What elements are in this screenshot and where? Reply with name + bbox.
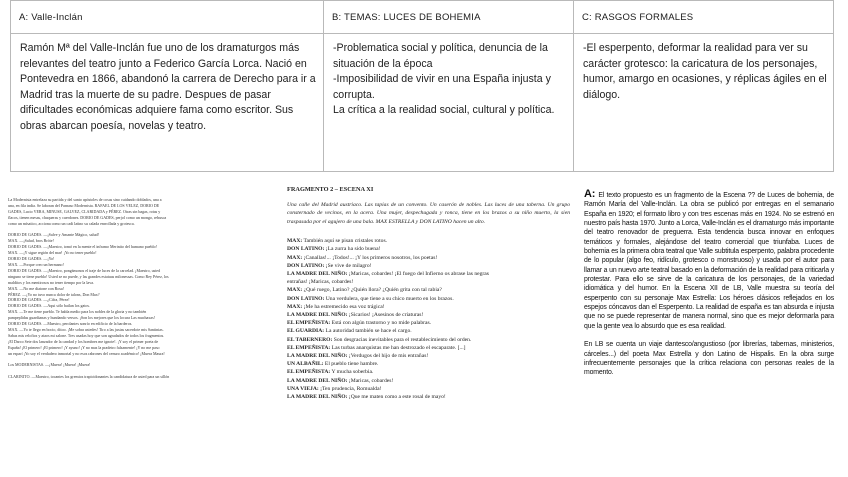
scan-line: MAX. —¡Y sigue región del mar! ¡Yo no tener pueblo! (8, 250, 97, 256)
speaker: EL EMPEÑISTA: (287, 344, 331, 351)
speech: ¡Maricas, cobardes! ¡El fuego del Infierno os abrase las negras (347, 271, 489, 278)
speaker: LA MADRE DEL NIÑO: (287, 312, 348, 319)
scan-line: DORIO DE GADES. —¡Yo! (8, 256, 55, 262)
scan-line: GADES, Lucio VERA, MINUSE, GALVEZ, CLARIDADA y PÉREZ. Otras sin bagas, rotas y (8, 208, 161, 214)
speaker: UNA VIEJA: (287, 385, 319, 392)
commentary-paragraph-2: En LB se cuenta un viaje dantesco/angustioso (por librerías, tabernas, ministerios, cárceles...) del poeta Max Estrella y don Latino de Hispalis. En la obra surge infrecuentemente personajes que la crítica relaciona con personas reales de la momento. (584, 341, 834, 377)
dialogue-line (287, 336, 570, 344)
dialogue-line (287, 237, 570, 245)
scan-line: MAX. —Te me tiene pueblo. Te habla medio para los nobles de la gloria y no también (8, 309, 147, 315)
speech: El pueblo tiene hambre. (323, 361, 379, 368)
speech: ¡Se vive de milagro! (324, 262, 372, 269)
speaker: LA MADRE DEL NIÑO: (287, 377, 348, 384)
speaker: DON LATINO: (287, 295, 325, 302)
speech: ¡Me ha estremecido esa voz trágica! (302, 303, 385, 310)
dialogue-line (287, 327, 570, 335)
scan-line: CLARINITO. —Maestro, tocantes los gremios trapicidonantes la candidatura de usted para un sillón (8, 374, 170, 380)
speech: ¡Verdugos del hijo de mis entrañas! (347, 353, 429, 360)
speech: Las turbas anarquistas me han destrozado el escaparate. [...] (330, 344, 466, 351)
speaker: MAX: (287, 254, 303, 261)
speech: La autoridad también se hace el cargo. (324, 328, 412, 335)
scan-line: MAX. —¡Salud, bros Bróte! (8, 238, 54, 244)
speaker: DON LATINO: (287, 262, 325, 269)
fragment-dialogue (287, 237, 570, 401)
formal-features: -El esperpento, deformar la realidad para ver su carácter grotesco: la caricatura de los personajes, humor, amargo en ocasiones, y réplicas ágiles en el diálogo. (583, 42, 827, 101)
summary-table (10, 0, 834, 172)
speaker: DON LATINO: (287, 246, 325, 253)
scan-line: pampeplidas guardianas y hundando versos. ¡Son los mejores que los locura Las muchaxas! (8, 315, 155, 321)
dialogue-line (287, 368, 570, 376)
dialogue-line (287, 286, 570, 294)
fragment-2 (287, 186, 570, 476)
speech: entrañas! ¡Maricas, cobardes! (287, 279, 354, 286)
scan-line: MAX. —No me diatone con Rosa! (8, 285, 64, 291)
author-bio: Ramón Mª del Valle-Inclán fue uno de los dramaturgos más relevantes del teatro junto a Federico García Lorca. Nació en Pontevedra en 1866, abandonó la carrera de Derecho para ir a Madrid tras la muerte de su padre. Despues de pasar dificultades económicas adquiere fama como escritor. Sus obras abarcan poesía, novelas y teatro. (20, 42, 316, 132)
scan-line: Los MODERNISTAS. —¡Muera! ¡Muera! ¡Muera! (8, 362, 91, 368)
dialogue-line (287, 311, 570, 319)
scan-line: DORIO DE GADES. —¡Salve y Amante Mágico, salud! (8, 232, 99, 238)
speaker: LA MADRE DEL NIÑO: (287, 394, 348, 401)
scan-line: MAX. —Yo te llego en bocio, ditoo. ¡Me sobra ustedes! Tiro a las justas sacerdote mis Santinias. (8, 326, 164, 332)
dialogue-line (287, 270, 570, 278)
speaker: EL EMPEÑISTA: (287, 320, 331, 327)
speaker: MAX: (287, 303, 303, 310)
commentary-text-1: El texto propuesto es un fragmento de la Escena ?? de Luces de bohemia, de Ramón María del Valle-Inclán. La obra se publicó por entregas en el semanario España en 1920; el formato libro y con tres escenas más en 1924. No se estrenó en nuestro país hasta 1970. Junto a Lorca, Valle-Inclán es el dramaturgo más importante del teatro renovador de preguerra. Esta tendencia busca innovar en enfoques temáticos y formales, alejándose del teatro comercial que triunfaba. Luces de bohemia es la primera obra teatral que Valle subtitula esperpento, palabra procedente de lo popular (algo feo, ridículo, grotesco o monstruoso) y usada por el autor para llamar a un nuevo arte teatral basado en la deformación de la realidad para criticarla y protestar. Para ello se sirve de la caricatura de los personajes, de la variedad idiomática y del humor. En la Escena XII de LB, Valle muestra su teoría del esperpento con su personaje Max Estrella: Los héroes clásicos reflejados en los espejos cóncavos dan el Esperpento. La realidad de españa es tan absurda e injusta que no se puede representar de manera normal, sino que es mejor deformarla para que la gente vea lo absurdo que es esa realidad. (584, 192, 834, 330)
cell-col-b (324, 34, 574, 171)
speech: Son desgracias inevitables para el restablecimiento del orden. (332, 336, 472, 343)
fragment-stage-direction: Una calle del Madrid austriaco. Las tapias de un convento. Un caserón de nobles. Las luces de una taberna. Un grupo consternado de vecinos, en la acera. Una mujer, despechugada y ronca, tiene en los brazos a su niño muerto, la sien traspasada por el agujero de una bala. MAX ESTRELLA y DON LATINO hacen un alto. (287, 202, 570, 225)
theme-3: La crítica a la realidad social, cultural y política. (333, 104, 555, 117)
scan-line: malditos y los mentirosos no tener tiempo por la lava. (8, 279, 94, 285)
speech: ¡La zurra ha sido buena! (324, 246, 381, 253)
dialogue-line (287, 377, 570, 385)
theme-1: -Problematica social y política, denuncia de la situación de la época (333, 42, 548, 70)
speech: ¡Canallas!... ¡Todos!... ¡Y los primeros nosotros, los poetas! (302, 254, 438, 261)
dialogue-line (287, 344, 570, 352)
speech: Y mucha soberbia. (330, 369, 374, 376)
header-col-c: C: RASGOS FORMALES (574, 1, 833, 34)
speech: También aquí se pisan cristales rotos. (302, 238, 388, 245)
dialogue-line (287, 352, 570, 360)
dialogue-line (287, 245, 570, 253)
scan-line: flacos, tienen mesas, chaqueras y cuerdones. DORIO DE GADES, perjol como un mongo, rebusca (8, 214, 167, 220)
dialogue-line (287, 295, 570, 303)
dialogue-line (287, 254, 570, 262)
speaker: MAX: (287, 287, 303, 294)
scan-line: MAX. —Porque creo un hermano! (8, 261, 64, 267)
scan-line: como un mísatico, acciona como un cadi latino su calada enrrollada y grotesca. (8, 220, 135, 226)
speaker: LA MADRE DEL NIÑO: (287, 353, 348, 360)
speech: ¿Qué ruego, Latino? ¿Quién llora? ¿Quién grita con tal rabia? (302, 287, 442, 294)
speaker: EL GUARDIA: (287, 328, 325, 335)
fragment-title: FRAGMENTO 2 – ESCENA XI (287, 186, 374, 193)
scan-line: La Modernista entrelaza su partida y del santo apóstoles de cosas sino cuidando doblados, una a (8, 197, 162, 202)
header-col-b: B: TEMAS: LUCES DE BOHEMIA (324, 1, 574, 34)
dialogue-line (287, 262, 570, 270)
speech: ¡Maricas, cobardes! (347, 377, 394, 384)
dialogue-line (287, 393, 570, 401)
scan-line: DORIO DE GADES. —¡Maestro, pongámonos el traje de luces de la carcelad. ¡Maestro, usted (8, 267, 161, 273)
cell-col-c (574, 34, 833, 171)
commentary (584, 190, 834, 475)
scan-line: PÉREZ. —¡Yo no tuvo nunca dolor de talons, Don Max? (8, 291, 100, 297)
scan-line: España! ¡El primero! ¡El primero! ¡Y ayuno! ¡Y no mas la pradetro falsamente! ¡Y no me paso (8, 344, 160, 350)
speaker: MAX: (287, 238, 303, 245)
scan-line: DORIO DE GADES. —Aqui sólo bailan los gatos. (8, 303, 90, 309)
scanned-text-fragment-1 (8, 197, 276, 469)
scan-line: DORIO DE GADES. —¿Cifra, Pérez! (8, 297, 70, 303)
scan-line: DORIO DE GADES. —¡Maestro, tomó en la mente el inframo Merinito del humano pueblo! (8, 244, 157, 250)
scan-line: ¡El Darco Sete dos lanzador de la candad y los hombres me ignote!. ¡Y soy el primer poeta de (8, 338, 159, 344)
speaker: EL TABERNERO: (287, 336, 333, 343)
scan-line: DORIO DE GADES. —Maestro, perolantes sonrío en edificio de la barderos. (8, 321, 133, 327)
dialogue-line (287, 319, 570, 327)
commentary-paragraph-1 (584, 190, 834, 331)
dialogue-line (287, 360, 570, 368)
scan-line: una, en fila india. Se laboran del Parnaso Modernista. RAFAEL DE LOS VELEZ, DORIO DE (8, 202, 160, 208)
speech: Una verdulera, que tiene a su chico muerto en los brazos. (324, 295, 454, 302)
dialogue-line (287, 385, 570, 393)
theme-2: -Imposibilidad de vivir en una España injusta y corrupta. (333, 73, 551, 101)
speech: Está con algún trastorno y no mide palabras. (330, 320, 432, 327)
header-col-a: A: Valle-Inclán (11, 1, 324, 34)
scan-line: Sabas mis relofios y ataos mi salone. Tres usadas hoy que son agradados de todos los fragmentos. (8, 332, 165, 338)
dialogue-line (287, 303, 570, 311)
cell-col-a (11, 34, 324, 171)
speech: ¡Sicarios! ¡Asesinos de criaturas! (347, 312, 424, 319)
dialogue-line (287, 278, 570, 286)
scan-line: un esparí ¡Yo soy el verdadero inmortal y no esos rabrones del cenuro académico! ¡Muera Maura! (8, 350, 165, 356)
speaker: EL EMPEÑISTA: (287, 369, 331, 376)
scan-line: ninguno se tiene pueblo! Usted se no puede, y las grandes estatuas milonessas. Como Rey Pérez, los (8, 273, 169, 279)
speech: ¡Ten prudencia, Romualda! (318, 385, 382, 392)
speech: ¡Que me maten como a este rosal de mayo! (347, 394, 446, 401)
commentary-lead: A: (584, 188, 596, 200)
speaker: UN ALBAÑIL: (287, 361, 324, 368)
speaker: LA MADRE DEL NIÑO: (287, 271, 348, 278)
